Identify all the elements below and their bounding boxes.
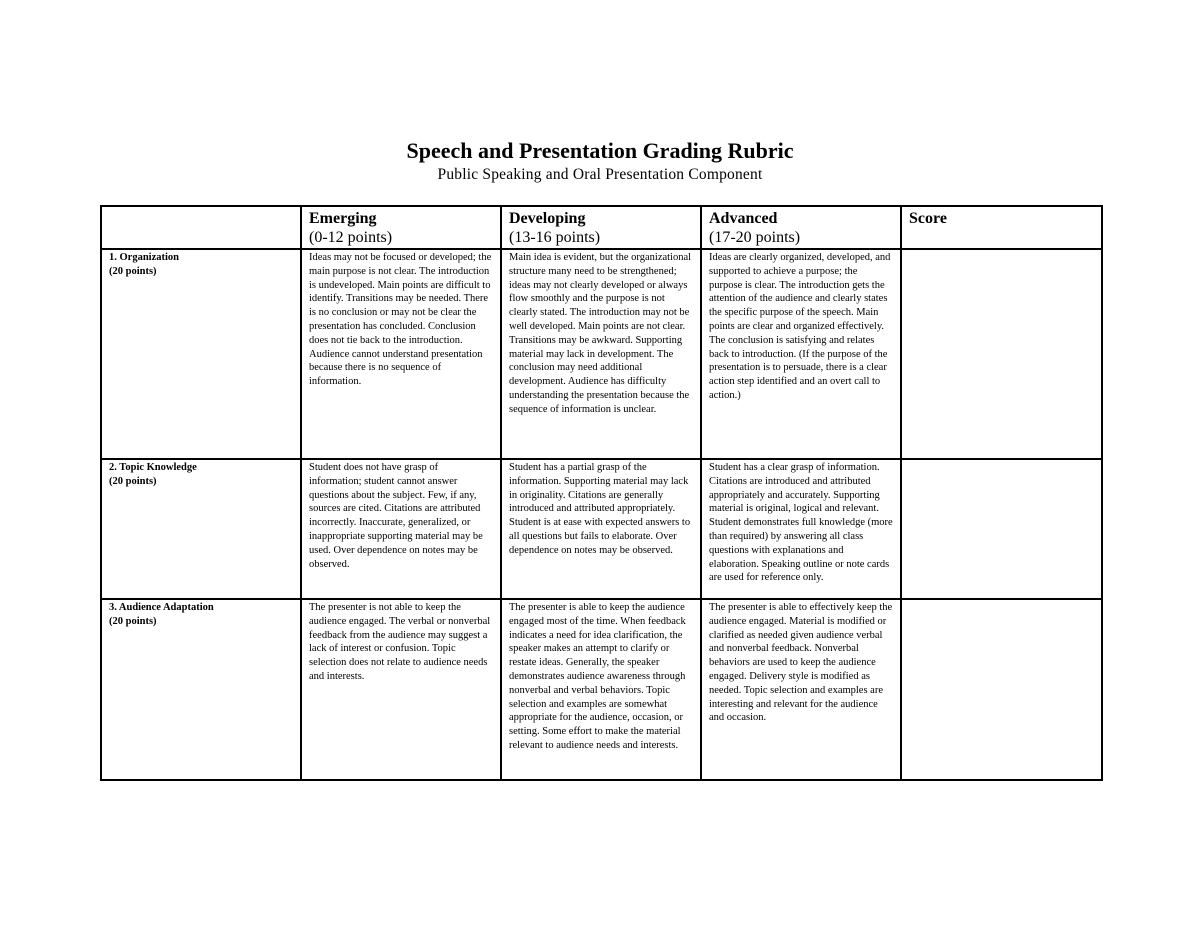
advanced-cell — [701, 599, 901, 780]
table-row — [101, 249, 1102, 459]
level-name: Score — [909, 210, 947, 227]
page-subtitle: Public Speaking and Oral Presentation Component — [437, 166, 763, 183]
level-points: (0-12 points) — [309, 229, 393, 246]
table-row — [101, 459, 1102, 599]
developing-description: Student has a partial grasp of the information. Supporting material may lack in originality. Citations are generally introduced and attributed appropriately. Student is at ease with expected answers to all questions but fails to elaborate. Over dependence on notes may be observed. — [509, 462, 691, 556]
table-header-row — [101, 206, 1102, 249]
advanced-description: Student has a clear grasp of information. Citations are introduced and attributed appropriately and accurately. Supporting material is original, logical and relevant. Student demonstrates full knowledge (more than required) by answering all class questions with explanations and elaboration. Speaking outline or note cards are used for reference only. — [709, 462, 893, 584]
emerging-cell — [301, 249, 501, 459]
emerging-description: Ideas may not be focused or developed; the main purpose is not clear. The introduction is undeveloped. Main points are difficult to identify. Transitions may be needed. There is no conclusion or may not be clear the presentation has concluded. Conclusion does not tie back to the introduction. Audience cannot understand presentation because there is no sequence of information. — [309, 252, 492, 388]
criterion-name: 1. Organization — [109, 252, 179, 263]
header-cell-score — [901, 206, 1102, 249]
advanced-cell — [701, 459, 901, 599]
emerging-cell — [301, 599, 501, 780]
criterion-cell — [101, 249, 301, 459]
criterion-name: 3. Audience Adaptation — [109, 602, 214, 613]
advanced-cell — [701, 249, 901, 459]
criterion-name: 2. Topic Knowledge — [109, 462, 197, 473]
score-cell — [901, 459, 1102, 599]
emerging-cell — [301, 459, 501, 599]
level-points: (17-20 points) — [709, 229, 801, 246]
developing-description: The presenter is able to keep the audience engaged most of the time. When feedback indicates a need for idea clarification, the speaker makes an attempt to clarify or restate ideas. Generally, the speaker demonstrates audience awareness through nonverbal and verbal behaviors. Topic selection and examples are somewhat appropriate for the audience, occasion, or setting. Some effort to make the material relevant to audience needs and interests. — [509, 602, 686, 751]
advanced-description: The presenter is able to effectively keep the audience engaged. Material is modified or clarified as needed given audience verbal and nonverbal feedback. Nonverbal behaviors are used to keep the audience engaged. Delivery style is modified as needed. Topic selection and examples are interesting and relevant for the audience and occasion. — [709, 602, 893, 724]
table-row — [101, 599, 1102, 780]
developing-cell — [501, 599, 701, 780]
header-cell-criteria — [101, 206, 301, 249]
header-cell-developing — [501, 206, 701, 249]
level-name: Developing — [509, 210, 586, 227]
criterion-cell — [101, 599, 301, 780]
header-cell-advanced — [701, 206, 901, 249]
criterion-points: (20 points) — [109, 476, 157, 487]
page-title: Speech and Presentation Grading Rubric — [406, 138, 794, 163]
score-cell — [901, 599, 1102, 780]
advanced-description: Ideas are clearly organized, developed, and supported to achieve a purpose; the purpose is clear. The introduction gets the attention of the audience and clearly states the specific purpose of the speech. Main points are clear and organized effectively. The conclusion is satisfying and relates back to introduction. (If the purpose of the presentation is to persuade, there is a clear action step identified and an overt call to action.) — [709, 252, 891, 401]
level-name: Advanced — [709, 210, 778, 227]
score-cell — [901, 249, 1102, 459]
header-cell-emerging — [301, 206, 501, 249]
level-name: Emerging — [309, 210, 377, 227]
criterion-points: (20 points) — [109, 266, 157, 277]
developing-description: Main idea is evident, but the organizational structure many need to be strengthened; ideas may not clearly developed or always flow smoothly and the purpose is not clearly stated. The introduction may not be well developed. Main points are not clear. Transitions may be awkward. Supporting material may lack in development. The conclusion may need additional development. Audience has difficulty understanding the presentation because the sequence of information is unclear. — [509, 252, 692, 415]
rubric-table — [100, 205, 1103, 781]
developing-cell — [501, 249, 701, 459]
developing-cell — [501, 459, 701, 599]
emerging-description: The presenter is not able to keep the audience engaged. The verbal or nonverbal feedback from the audience may suggest a lack of interest or confusion. Topic selection does not relate to audience needs and interests. — [309, 602, 491, 682]
criterion-points: (20 points) — [109, 616, 157, 627]
emerging-description: Student does not have grasp of information; student cannot answer questions about the subject. Few, if any, sources are cited. Citations are attributed incorrectly. Inaccurate, generalized, or inappropriate supporting material may be used. Over dependence on notes may be observed. — [309, 462, 483, 570]
criterion-cell — [101, 459, 301, 599]
level-points: (13-16 points) — [509, 229, 601, 246]
